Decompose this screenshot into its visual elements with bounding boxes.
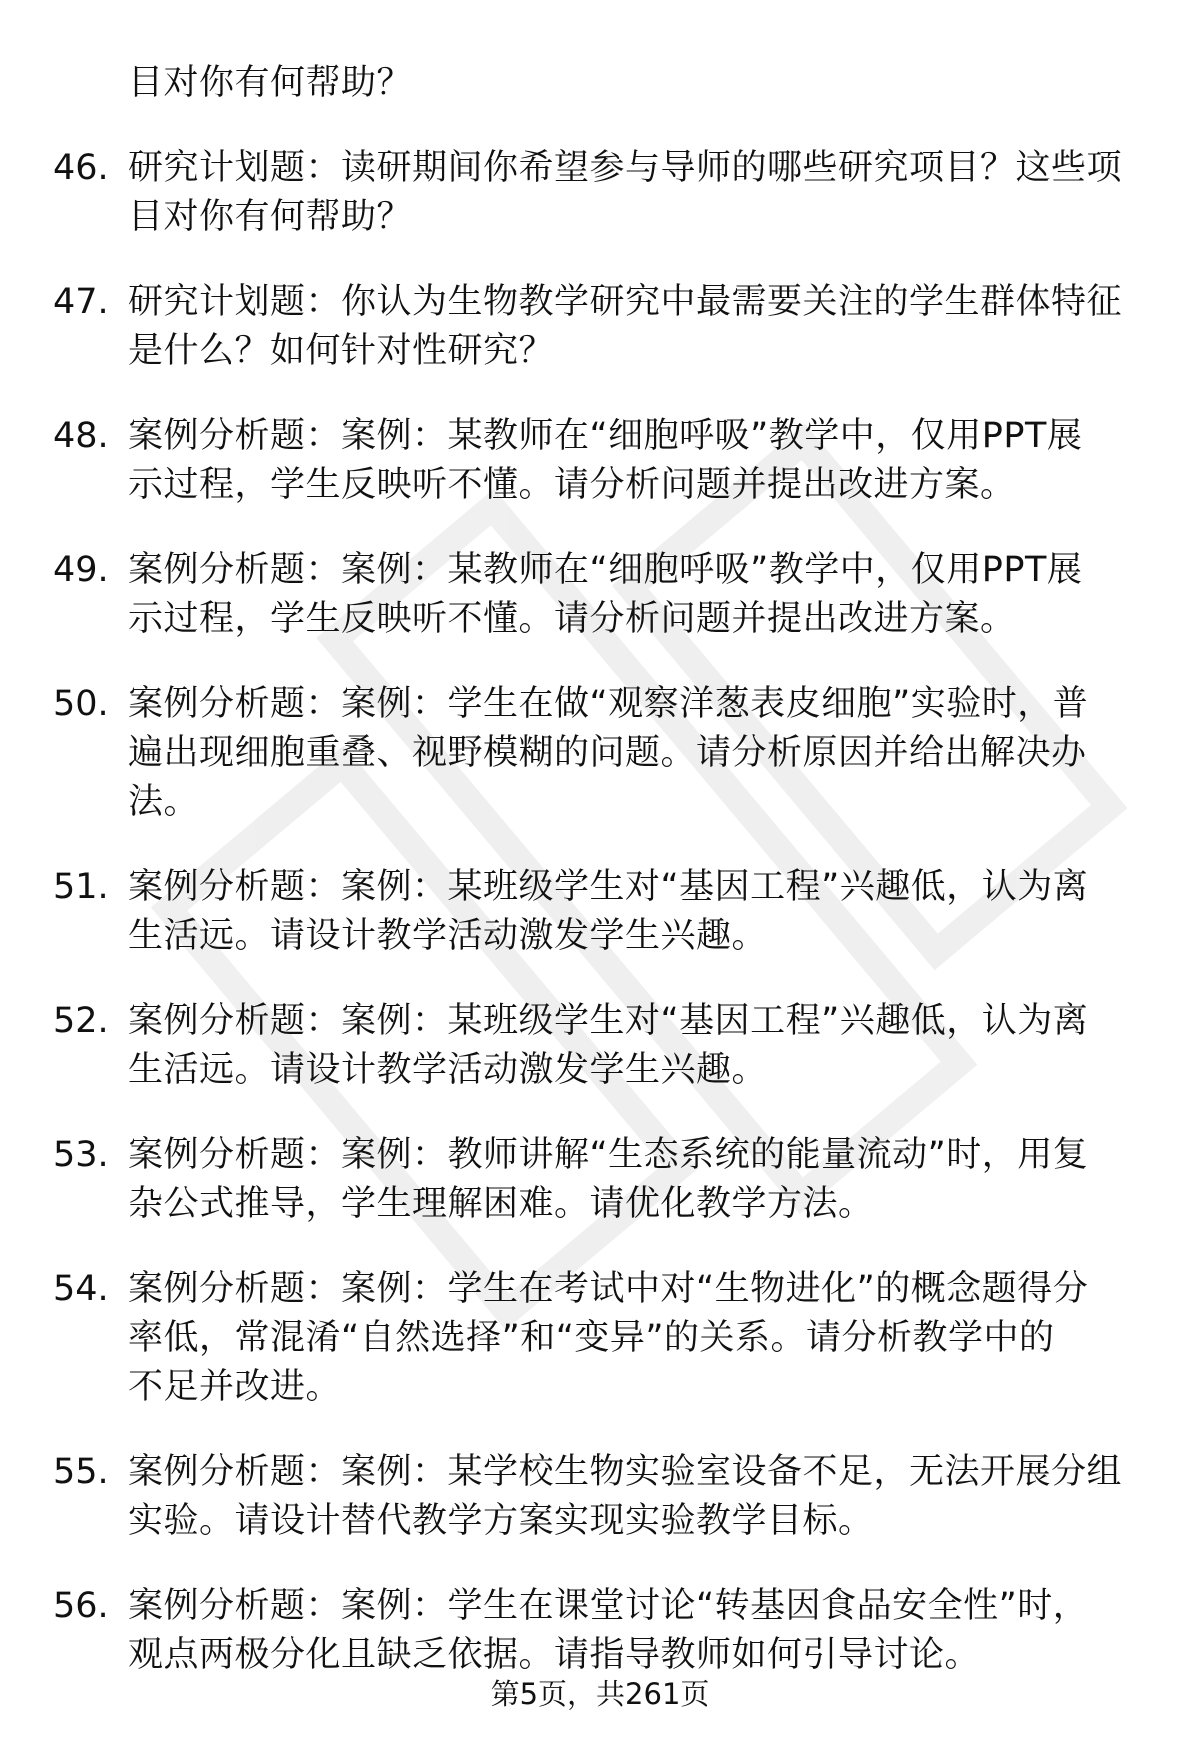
- question-text-line: 示过程，学生反映听不懂。请分析问题并提出改进方案。: [128, 465, 1016, 505]
- question-item: [0, 278, 1200, 376]
- question-text-line: 案例分析题：案例：学生在考试中对“生物进化”的概念题得分: [128, 1269, 1089, 1309]
- question-number: 47.: [53, 282, 109, 322]
- question-item: [0, 144, 1200, 242]
- question-number: 51.: [53, 867, 109, 907]
- question-text-line: 案例分析题：案例：某学校生物实验室设备不足，无法开展分组: [128, 1452, 1123, 1492]
- question-number: 49.: [53, 550, 109, 590]
- question-item: [0, 412, 1200, 510]
- question-text-line: 是什么？如何针对性研究？: [128, 331, 555, 371]
- question-number: 55.: [53, 1452, 109, 1492]
- question-item: [0, 546, 1200, 644]
- question-text-line: 生活远。请设计教学活动激发学生兴趣。: [128, 1050, 768, 1090]
- question-text-line: 研究计划题：读研期间你希望参与导师的哪些研究项目？这些项: [128, 148, 1123, 188]
- question-number: 53.: [53, 1135, 109, 1175]
- question-item: [0, 59, 1200, 108]
- question-item: [0, 1448, 1200, 1546]
- question-text-line: 案例分析题：案例：某班级学生对“基因工程”兴趣低，认为离: [128, 867, 1089, 907]
- question-text-line: 案例分析题：案例：某教师在“细胞呼吸”教学中，仅用PPT展: [128, 416, 1083, 456]
- question-text-line: 研究计划题：你认为生物教学研究中最需要关注的学生群体特征: [128, 282, 1123, 322]
- question-text-line: 示过程，学生反映听不懂。请分析问题并提出改进方案。: [128, 599, 1016, 639]
- question-number: 50.: [53, 684, 109, 724]
- question-text-line: 观点两极分化且缺乏依据。请指导教师如何引导讨论。: [128, 1635, 981, 1675]
- question-text-line: 法。: [128, 782, 200, 822]
- question-number: 52.: [53, 1001, 109, 1041]
- question-text-line: 案例分析题：案例：学生在做“观察洋葱表皮细胞”实验时，普: [128, 684, 1089, 724]
- question-item: [0, 1582, 1200, 1680]
- question-text-line: 案例分析题：案例：学生在课堂讨论“转基因食品安全性”时，: [128, 1586, 1089, 1626]
- page-footer: 第5页，共261页: [490, 1677, 710, 1711]
- question-text-line: 目对你有何帮助？: [128, 63, 413, 103]
- question-item: [0, 863, 1200, 961]
- question-text-line: 遍出现细胞重叠、视野模糊的问题。请分析原因并给出解决办: [128, 733, 1087, 773]
- question-text-line: 不足并改进。: [128, 1367, 342, 1407]
- question-item: [0, 680, 1200, 827]
- question-text-line: 案例分析题：案例：某班级学生对“基因工程”兴趣低，认为离: [128, 1001, 1089, 1041]
- question-number: 56.: [53, 1586, 109, 1626]
- question-text-line: 率低，常混淆“自然选择”和“变异”的关系。请分析教学中的: [128, 1318, 1055, 1358]
- question-list: [0, 59, 1200, 1716]
- question-text-line: 案例分析题：案例：教师讲解“生态系统的能量流动”时，用复: [128, 1135, 1089, 1175]
- question-text-line: 实验。请设计替代教学方案实现实验教学目标。: [128, 1501, 874, 1541]
- question-text-line: 杂公式推导，学生理解困难。请优化教学方法。: [128, 1184, 874, 1224]
- question-text-line: 案例分析题：案例：某教师在“细胞呼吸”教学中，仅用PPT展: [128, 550, 1083, 590]
- question-number: 46.: [53, 148, 109, 188]
- question-text-line: 目对你有何帮助？: [128, 197, 413, 237]
- question-item: [0, 997, 1200, 1095]
- question-item: [0, 1265, 1200, 1412]
- question-number: 54.: [53, 1269, 109, 1309]
- question-item: [0, 1131, 1200, 1229]
- question-number: 48.: [53, 416, 109, 456]
- question-text-line: 生活远。请设计教学活动激发学生兴趣。: [128, 916, 768, 956]
